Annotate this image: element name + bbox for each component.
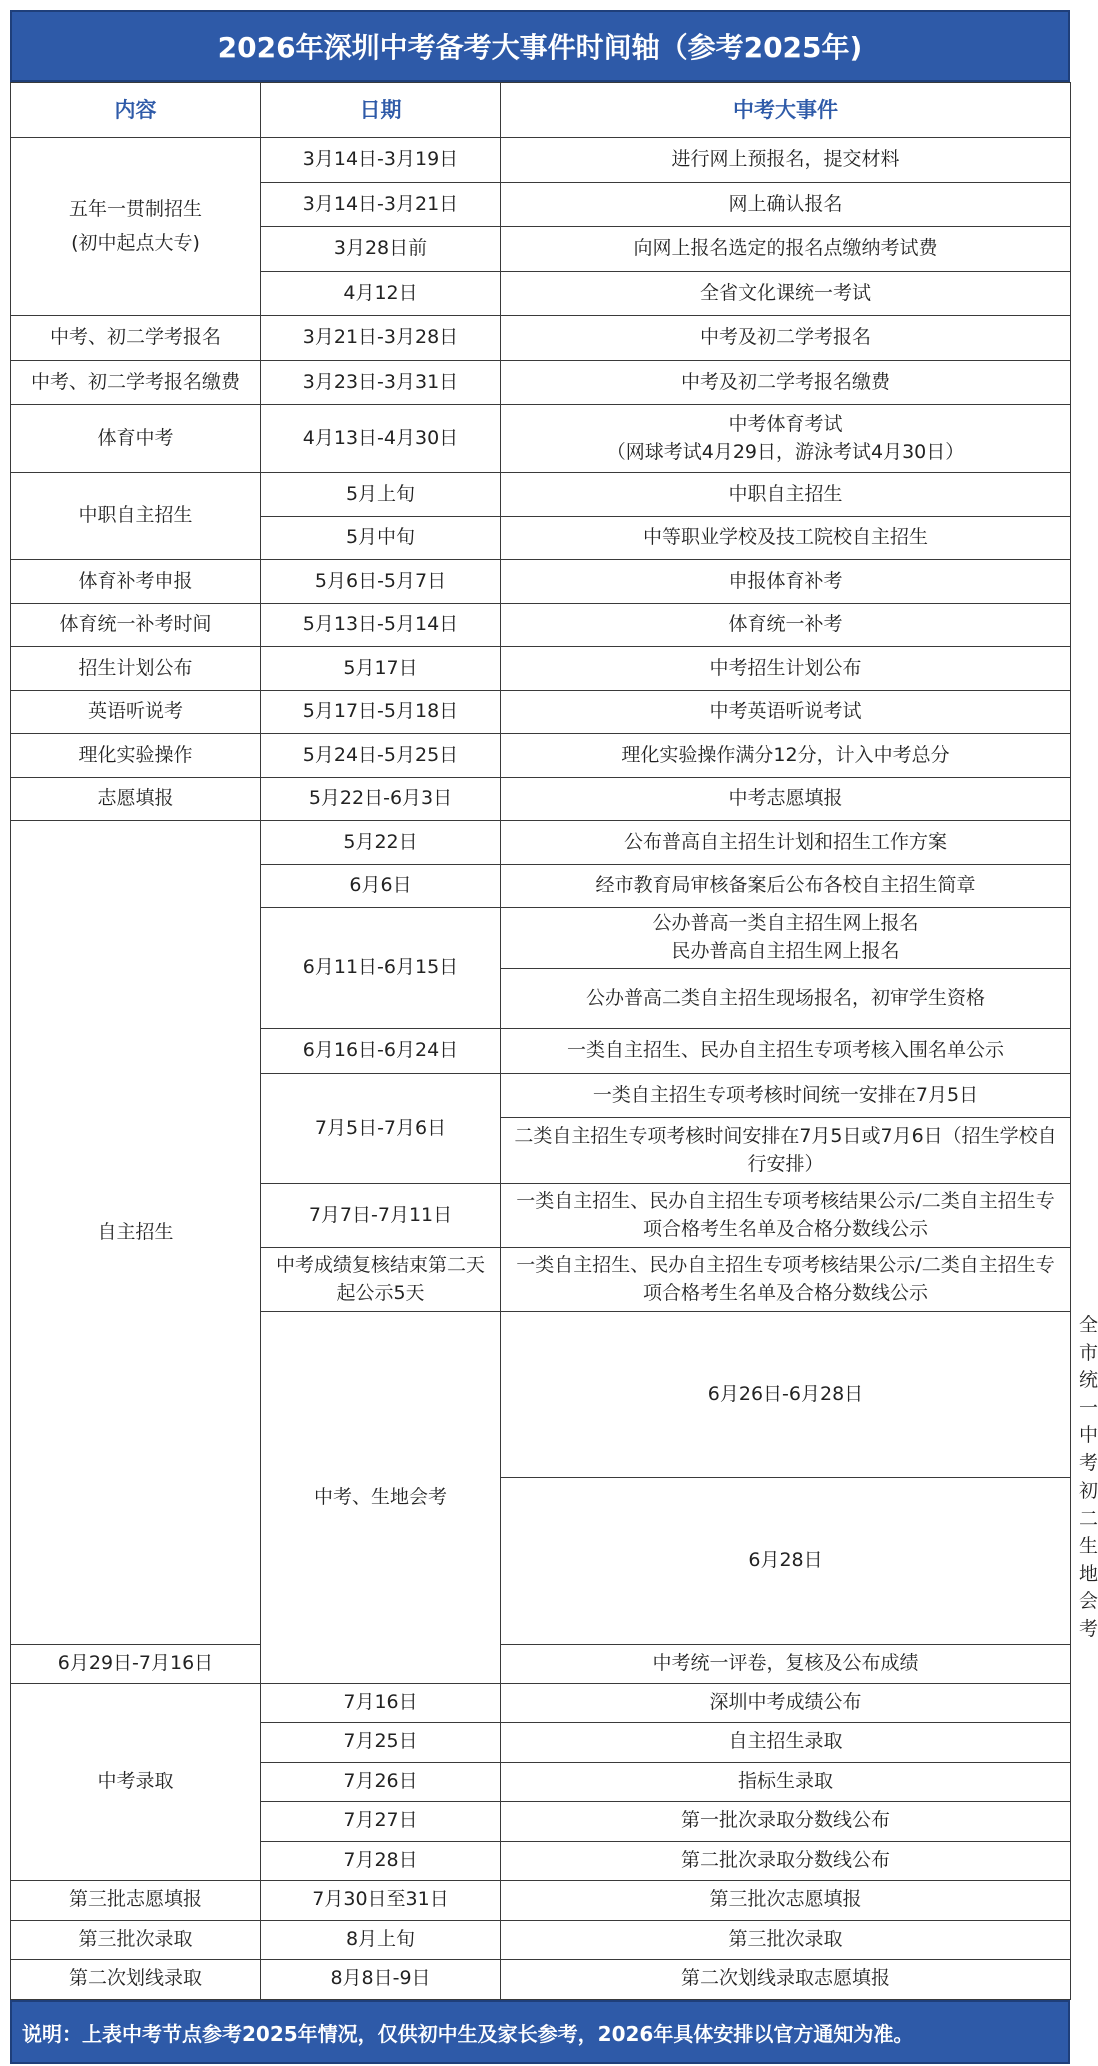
- date-cell: 5月6日-5月7日: [261, 560, 501, 604]
- category-text: 第二次划线录取: [68, 1967, 202, 1990]
- event-text: 第一批次录取分数线公布: [680, 1809, 890, 1832]
- table-header-row: [11, 83, 1071, 138]
- date-cell: 6月16日-6月24日: [261, 1029, 501, 1074]
- category-cell: [11, 1880, 261, 1920]
- table-row: [11, 361, 1071, 405]
- date-cell: 8月上旬: [261, 1920, 501, 1959]
- table-row: [11, 691, 1071, 734]
- category-cell: [11, 1959, 261, 1999]
- event-text: 全省文化课统一考试: [699, 281, 871, 304]
- footer-note: 说明：上表中考节点参考2025年情况，仅供初中生及家长参考，2026年具体安排以官方通知为准。: [10, 2000, 1070, 2064]
- date-cell: 7月5日-7月6日: [261, 1074, 501, 1184]
- category-text: 第三批志愿填报: [68, 1888, 202, 1911]
- category-cell: [11, 647, 261, 691]
- date-cell: 3月21日-3月28日: [261, 316, 501, 361]
- event-text: 第二批次录取分数线公布: [680, 1848, 890, 1871]
- page-title: 2026年深圳中考备考大事件时间轴（参考2025年): [10, 10, 1070, 82]
- event-text: 经市教育局审核备案后公布各校自主招生简章: [595, 874, 976, 897]
- table-row: [11, 1644, 1071, 1683]
- event-cell: [501, 1880, 1071, 1920]
- event-text: 一类自主招生、民办自主招生专项考核入围名单公示: [566, 1039, 1004, 1062]
- event-cell: [501, 778, 1071, 821]
- category-text: 中考录取: [97, 1769, 174, 1792]
- table-row: [11, 473, 1071, 517]
- event-cell: [501, 316, 1071, 361]
- date-cell: 6月6日: [261, 865, 501, 908]
- event-text: 向网上报名选定的报名点缴纳考试费: [633, 237, 938, 260]
- event-cell: [501, 183, 1071, 227]
- event-cell: [501, 405, 1071, 473]
- category-cell: [11, 734, 261, 778]
- event-text: 中考招生计划公布: [709, 656, 862, 679]
- category-cell: [11, 405, 261, 473]
- event-cell: [501, 517, 1071, 560]
- event-text: 中职自主招生: [728, 482, 843, 505]
- date-cell: 7月25日: [261, 1722, 501, 1762]
- category-cell: [11, 1920, 261, 1959]
- date-cell: 5月17日-5月18日: [261, 691, 501, 734]
- event-cell: [501, 1248, 1071, 1312]
- date-cell: 5月17日: [261, 647, 501, 691]
- category-text: 志愿填报: [97, 787, 174, 810]
- date-cell: 4月12日: [261, 272, 501, 316]
- category-text: 第三批次录取: [78, 1927, 193, 1950]
- event-cell: [501, 969, 1071, 1029]
- event-cell: [501, 361, 1071, 405]
- category-cell: [11, 821, 261, 1645]
- table-row: [11, 604, 1071, 647]
- date-cell: 5月中旬: [261, 517, 501, 560]
- category-text: (初中起点大专): [71, 231, 200, 254]
- table-row: [11, 734, 1071, 778]
- category-text: 中考、初二学考报名缴费: [30, 370, 240, 393]
- event-text: 中考志愿填报: [728, 787, 843, 810]
- date-cell: 3月28日前: [261, 227, 501, 272]
- date-cell: 6月11日-6月15日: [261, 908, 501, 1029]
- category-text: 体育补考申报: [78, 569, 193, 592]
- table-row: [11, 1920, 1071, 1959]
- category-text: 中考、生地会考: [313, 1485, 447, 1508]
- date-cell: 3月23日-3月31日: [261, 361, 501, 405]
- date-cell: 6月29日-7月16日: [11, 1644, 261, 1683]
- date-cell: 中考成绩复核结束第二天起公示5天: [261, 1248, 501, 1312]
- date-cell: 7月30日至31日: [261, 1880, 501, 1920]
- event-text: 一类自主招生、民办自主招生专项考核结果公示/二类自主招生专项合格考生名单及合格分数线公示: [516, 1253, 1055, 1304]
- event-text: 公布普高自主招生计划和招生工作方案: [623, 830, 947, 853]
- event-cell: [501, 1841, 1071, 1880]
- category-text: 五年一贯制招生: [68, 197, 202, 220]
- table-body: [11, 138, 1098, 2000]
- event-cell: [501, 272, 1071, 316]
- event-text: 网上确认报名: [728, 192, 843, 215]
- header-event: 中考大事件: [501, 83, 1071, 138]
- category-text: 体育中考: [97, 426, 174, 449]
- date-cell: 6月28日: [501, 1478, 1071, 1644]
- event-cell: [501, 865, 1071, 908]
- event-text: 一类自主招生、民办自主招生专项考核结果公示/二类自主招生专项合格考生名单及合格分数线公示: [516, 1189, 1055, 1240]
- event-text: 理化实验操作满分12分，计入中考总分: [621, 743, 950, 766]
- category-cell: [11, 473, 261, 560]
- event-cell: [501, 821, 1071, 865]
- date-cell: 4月13日-4月30日: [261, 405, 501, 473]
- table-row: [11, 778, 1071, 821]
- category-text: 中职自主招生: [78, 504, 193, 527]
- event-text: 中考及初二学考报名: [699, 326, 871, 349]
- category-cell: [11, 778, 261, 821]
- table-row: [11, 405, 1071, 473]
- header-content: 内容: [11, 83, 261, 138]
- table-row: [11, 316, 1071, 361]
- event-cell: [501, 1762, 1071, 1801]
- event-cell: [501, 1118, 1071, 1184]
- table-row: 6月28日 初二生地会考: [11, 1478, 1071, 1644]
- date-cell: 3月14日-3月19日: [261, 138, 501, 183]
- date-cell: 7月26日: [261, 1762, 501, 1801]
- event-text: 进行网上预报名，提交材料: [671, 148, 900, 171]
- event-text: 申报体育补考: [728, 569, 843, 592]
- event-cell: [501, 908, 1071, 969]
- table-row: 中考、生地会考 6月26日-6月28日 全市统一中考: [11, 1312, 1071, 1478]
- event-text: 深圳中考成绩公布: [709, 1690, 862, 1713]
- category-text: 自主招生: [97, 1220, 174, 1243]
- date-cell: 5月24日-5月25日: [261, 734, 501, 778]
- category-cell: [261, 1312, 501, 1684]
- event-text: 自主招生录取: [728, 1730, 843, 1753]
- event-cell: [501, 1722, 1071, 1762]
- event-text: 公办普高二类自主招生现场报名，初审学生资格: [585, 986, 985, 1009]
- date-cell: 7月16日: [261, 1683, 501, 1722]
- event-cell: [501, 1683, 1071, 1722]
- timeline-document: [10, 10, 1098, 2046]
- date-cell: 3月14日-3月21日: [261, 183, 501, 227]
- category-cell: [11, 604, 261, 647]
- event-text: 公办普高一类自主招生网上报名: [652, 912, 919, 935]
- event-text: 一类自主招生专项考核时间统一安排在7月5日: [592, 1083, 979, 1106]
- event-text: 指标生录取: [737, 1769, 833, 1792]
- timeline-table: [10, 82, 1098, 2000]
- category-text: 体育统一补考时间: [59, 613, 212, 636]
- event-cell: [501, 560, 1071, 604]
- category-cell: [11, 138, 261, 316]
- table-row: [11, 1880, 1071, 1920]
- event-cell: [501, 1029, 1071, 1074]
- header-date: 日期: [261, 83, 501, 138]
- event-text: 中考统一评卷，复核及公布成绩: [652, 1651, 919, 1674]
- event-text: 中考及初二学考报名缴费: [680, 370, 890, 393]
- category-cell: [11, 1683, 261, 1880]
- event-cell: [501, 1959, 1071, 1999]
- table-row: [11, 647, 1071, 691]
- event-text: 第二次划线录取志愿填报: [680, 1967, 890, 1990]
- event-cell: [501, 1644, 1071, 1683]
- event-text-secondary: （网球考试4月29日，游泳考试4月30日）: [606, 440, 965, 463]
- event-text: 中考英语听说考试: [709, 700, 862, 723]
- date-cell: 5月22日: [261, 821, 501, 865]
- event-text-secondary: 民办普高自主招生网上报名: [671, 940, 900, 962]
- event-text: 第三批次录取: [728, 1927, 843, 1950]
- category-text: 理化实验操作: [78, 743, 193, 766]
- category-text: 招生计划公布: [78, 656, 193, 679]
- event-text: 中考体育考试: [728, 412, 843, 435]
- table-row: [11, 821, 1071, 865]
- event-cell: [501, 604, 1071, 647]
- event-cell: [501, 1801, 1071, 1841]
- table-row: [11, 138, 1071, 183]
- event-cell: [501, 473, 1071, 517]
- date-cell: 7月28日: [261, 1841, 501, 1880]
- event-text: 体育统一补考: [728, 613, 843, 636]
- event-cell: [501, 227, 1071, 272]
- category-cell: [11, 691, 261, 734]
- category-cell: [11, 361, 261, 405]
- event-cell: [501, 691, 1071, 734]
- table-row: [11, 1683, 1071, 1722]
- date-cell: 5月13日-5月14日: [261, 604, 501, 647]
- event-cell: [501, 138, 1071, 183]
- category-text: 英语听说考: [87, 700, 183, 723]
- event-cell: [501, 1184, 1071, 1248]
- event-cell: [501, 1920, 1071, 1959]
- table-row: [11, 1959, 1071, 1999]
- date-cell: 6月26日-6月28日: [501, 1312, 1071, 1478]
- date-cell: 5月22日-6月3日: [261, 778, 501, 821]
- event-text: 第三批次志愿填报: [709, 1888, 862, 1911]
- date-cell: 7月7日-7月11日: [261, 1184, 501, 1248]
- category-cell: [11, 560, 261, 604]
- category-text: 中考、初二学考报名: [49, 326, 221, 349]
- event-text: 中等职业学校及技工院校自主招生: [642, 526, 928, 549]
- event-text: 二类自主招生专项考核时间安排在7月5日或7月6日（招生学校自行安排）: [514, 1124, 1057, 1175]
- table-row: [11, 560, 1071, 604]
- date-cell: 8月8日-9日: [261, 1959, 501, 1999]
- event-cell: [501, 734, 1071, 778]
- event-cell: [501, 1074, 1071, 1118]
- category-cell: [11, 316, 261, 361]
- event-cell: [501, 647, 1071, 691]
- date-cell: 5月上旬: [261, 473, 501, 517]
- date-cell: 7月27日: [261, 1801, 501, 1841]
